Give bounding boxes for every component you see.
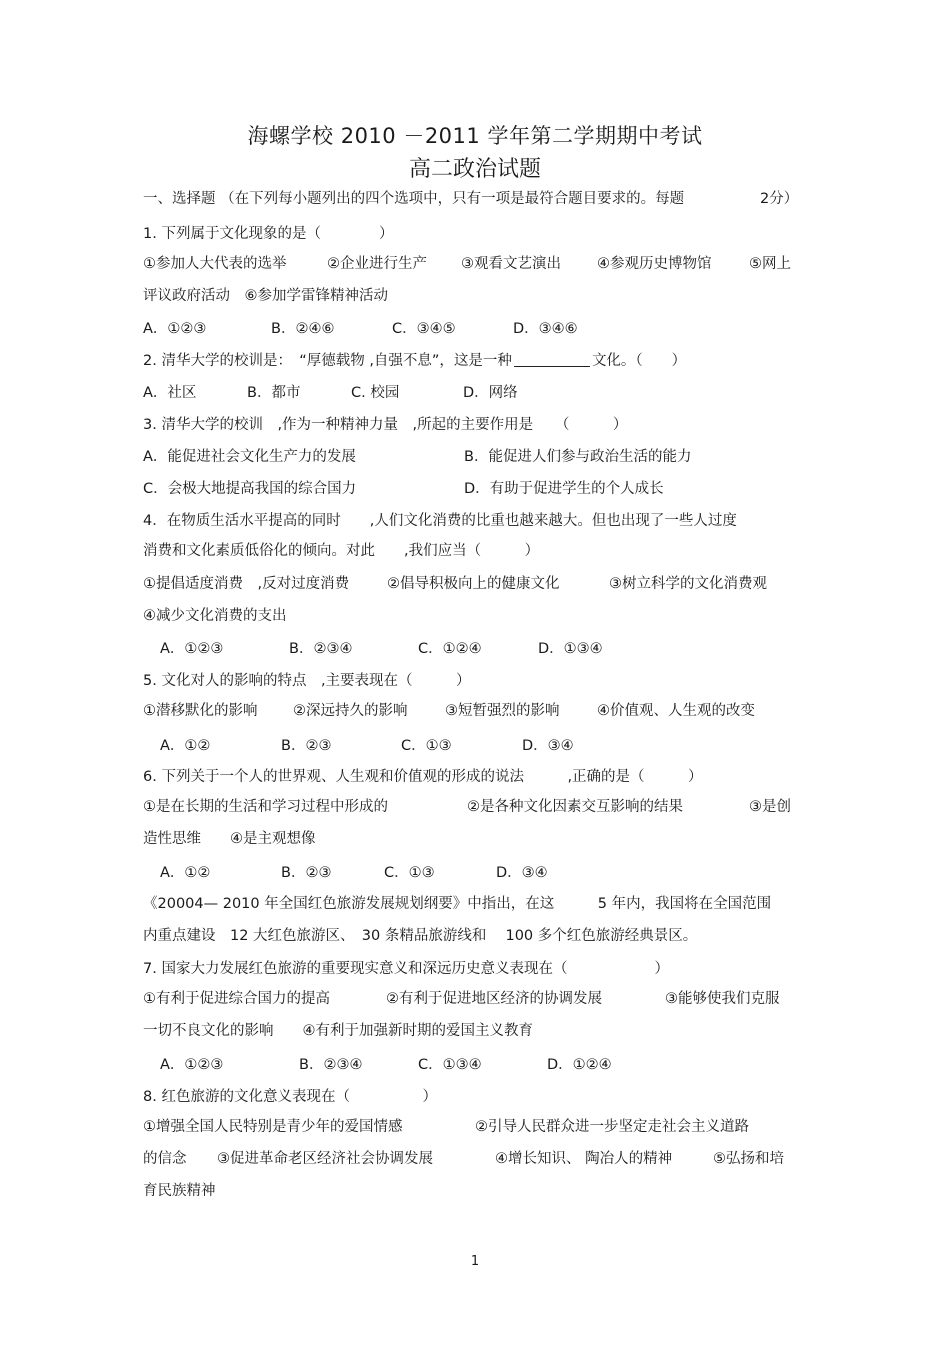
page-number: 1 (470, 1254, 480, 1269)
q4-answer-c: C．①②④ (418, 641, 482, 657)
q6-answer-d: D．③④ (496, 865, 548, 881)
q5-opt-4: ④价值观、人生观的改变 (597, 703, 755, 719)
q5-answer-d: D．③④ (522, 738, 574, 754)
q1-opt-4: ④参观历史博物馆 (597, 256, 712, 272)
q7-answer-d: D．①②④ (547, 1057, 612, 1073)
q4-opt-2: ②倡导积极向上的健康文化 (387, 576, 560, 592)
q7-answer-a: A．①②③ (160, 1057, 224, 1073)
q3-answer-c: C．会极大地提高我国的综合国力 (143, 481, 357, 497)
q8-opt-5: ⑤弘扬和培 (713, 1151, 784, 1167)
q7-answer-b: B．②③④ (299, 1057, 363, 1073)
q4-answer-d: D．①③④ (538, 641, 603, 657)
q4-opt-1: ①提倡适度消费 ,反对过度消费 (143, 576, 350, 592)
q1-answer-c: C．③④⑤ (392, 321, 456, 337)
q3-stem: 3. 清华大学的校训 ,作为一种精神力量 ,所起的主要作用是 （ ） (143, 417, 628, 433)
q5-answer-c: C．①③ (401, 738, 452, 754)
q1-answer-a: A．①②③ (143, 321, 207, 337)
q7-opt-3: ③能够使我们克服 (665, 991, 780, 1007)
q1-opt-2: ②企业进行生产 (327, 256, 427, 272)
q7-options-cont: 一切不良文化的影响 ④有利于加强新时期的爱国主义教育 (143, 1023, 533, 1039)
q8-opt-4: ④增长知识、 陶冶人的精神 (495, 1151, 673, 1167)
q6-opt-1: ①是在长期的生活和学习过程中形成的 (143, 799, 388, 815)
q3-answer-d: D．有助于促进学生的个人成长 (464, 481, 664, 497)
q6-options-cont: 造性思维 ④是主观想像 (143, 831, 316, 847)
q6-answer-b: B．②③ (281, 865, 332, 881)
q4-opt-3: ③树立科学的文化消费观 (609, 576, 767, 592)
q1-opt-3: ③观看文艺演出 (461, 256, 561, 272)
q2-answer-blank (514, 352, 590, 367)
q7-opt-2: ②有利于促进地区经济的协调发展 (386, 991, 602, 1007)
exam-title: 海螺学校 2010 －2011 学年第二学期期中考试 (247, 124, 703, 148)
q4-stem-line2: 消费和文化素质低俗化的倾向。对此 ,我们应当（ ） (143, 543, 540, 559)
q4-answer-a: A．①②③ (160, 641, 224, 657)
q4-stem-line1: 4．在物质生活水平提高的同时 ,人们文化消费的比重也越来越大。但也出现了一些人过度 (143, 513, 737, 529)
q4-answer-b: B．②③④ (289, 641, 353, 657)
exam-subtitle: 高二政治试题 (408, 157, 541, 182)
q1-opt-1: ①参加人大代表的选举 (143, 256, 287, 272)
q1-options-cont: 评议政府活动 ⑥参加学雷锋精神活动 (143, 288, 388, 304)
q3-answer-b: B．能促进人们参与政治生活的能力 (464, 449, 692, 465)
q2-answer-b: B．都市 (247, 385, 301, 401)
passage-line-2: 内重点建设 12 大红色旅游区、 30 条精品旅游线和 100 多个红色旅游经典景区。 (143, 928, 698, 944)
q6-answer-c: C．①③ (384, 865, 435, 881)
q8-opt-2: ②引导人民群众进一步坚定走社会主义道路 (475, 1119, 749, 1135)
q5-answer-b: B．②③ (281, 738, 332, 754)
q6-stem: 6. 下列关于一个人的世界观、人生观和价值观的形成的说法 ,正确的是（ ） (143, 769, 703, 785)
q8-opt-1: ①增强全国人民特别是青少年的爱国情感 (143, 1119, 403, 1135)
section-points: 2分） (760, 191, 799, 207)
q5-opt-1: ①潜移默化的影响 (143, 703, 258, 719)
q1-opt-5: ⑤网上 (749, 256, 791, 272)
q8-options-cont: 育民族精神 (143, 1183, 216, 1199)
passage-line-1: 《20004— 2010 年全国红色旅游发展规划纲要》中指出，在这 5 年内，我国将在全国范围 (143, 896, 772, 912)
q5-stem: 5. 文化对人的影响的特点 ,主要表现在（ ） (143, 673, 471, 689)
q5-answer-a: A．①② (160, 738, 211, 754)
q6-opt-2: ②是各种文化因素交互影响的结果 (467, 799, 683, 815)
q1-answer-b: B．②④⑥ (271, 321, 335, 337)
q8-stem: 8. 红色旅游的文化意义表现在（ ） (143, 1089, 437, 1105)
q4-options-cont: ④减少文化消费的支出 (143, 608, 287, 624)
q8-opt-2-cont: 的信念 (143, 1151, 187, 1167)
q7-stem: 7. 国家大力发展红色旅游的重要现实意义和深远历史意义表现在（ ） (143, 961, 669, 977)
q6-answer-a: A．①② (160, 865, 211, 881)
q2-answer-d: D．网络 (463, 385, 518, 401)
q7-answer-c: C．①③④ (418, 1057, 482, 1073)
q3-answer-a: A．能促进社会文化生产力的发展 (143, 449, 356, 465)
section-heading: 一、选择题 （在下列每小题列出的四个选项中，只有一项是最符合题目要求的。每题 (143, 191, 685, 207)
q1-stem: 1. 下列属于文化现象的是（ ） (143, 226, 394, 242)
q2-answer-a: A．社区 (143, 385, 197, 401)
q7-opt-1: ①有利于促进综合国力的提高 (143, 991, 330, 1007)
q8-opt-3: ③促进革命老区经济社会协调发展 (217, 1151, 433, 1167)
q2-stem: 2. 清华大学的校训是： “厚德载物 ,自强不息”，这是一种 文化。（ ） (143, 353, 687, 369)
q1-answer-d: D．③④⑥ (513, 321, 578, 337)
q5-opt-3: ③短暂强烈的影响 (445, 703, 560, 719)
q6-opt-3: ③是创 (749, 799, 791, 815)
q5-opt-2: ②深远持久的影响 (293, 703, 408, 719)
q2-answer-c: C. 校园 (351, 385, 400, 401)
